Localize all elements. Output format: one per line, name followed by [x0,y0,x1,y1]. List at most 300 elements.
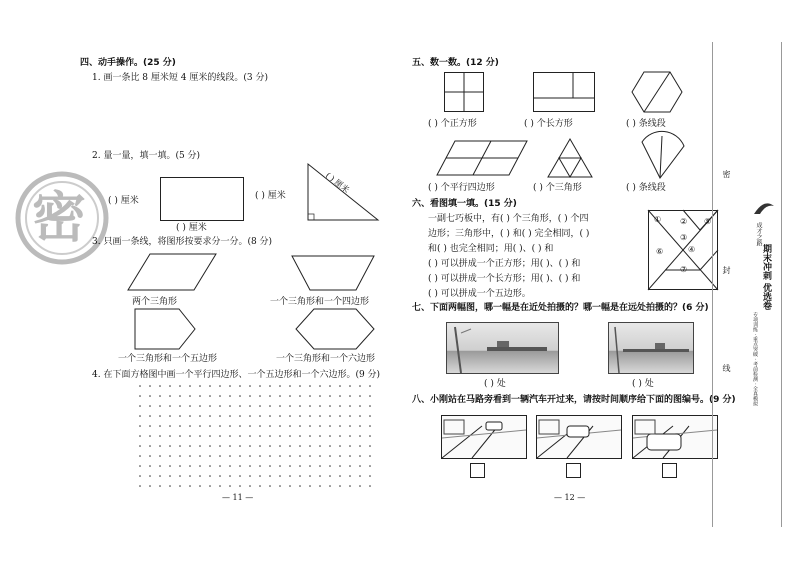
tri-hyp-label: ( ) 厘米 [323,170,351,195]
grid-dot [249,395,251,397]
grid-dot [189,465,191,467]
grid-dot [259,485,261,487]
grid-dot [259,415,261,417]
grid-dot [139,425,141,427]
grid-dot [169,485,171,487]
grid-dot [289,435,291,437]
grid-dot [349,425,351,427]
grid-dot [219,445,221,447]
grid-dot [269,475,271,477]
grid-dot [169,425,171,427]
grid-dot [349,405,351,407]
question-3: 3. 只画一条线，将图形按要求分一分。(8 分) [92,237,273,247]
order-box-1[interactable] [470,463,485,478]
grid-dot [169,465,171,467]
grid-dot [319,425,321,427]
grid-dot [369,455,371,457]
grid-dot [229,475,231,477]
grid-dot [179,415,181,417]
brand-logo-text: 成才之路 [755,222,762,246]
grid-dot [249,445,251,447]
grid-dot [259,445,261,447]
grid-dot [359,455,361,457]
grid-dot [259,425,261,427]
count-segments-figure-1 [630,70,684,114]
grid-dot [189,455,191,457]
tangram-label-6: ⑥ [656,247,664,256]
grid-dot [299,415,301,417]
tangram-label-4: ④ [688,245,696,254]
grid-dot [179,385,181,387]
grid-dot [349,445,351,447]
grid-dot [189,435,191,437]
grid-dot [199,415,201,417]
grid-dot [209,385,211,387]
grid-dot [209,435,211,437]
grid-dot [359,385,361,387]
grid-dot [269,385,271,387]
count-seg2-label: ( ) 条线段 [626,183,666,193]
car-scene-3 [632,415,718,459]
grid-dot [369,475,371,477]
page-number-left: — 11 — [222,493,254,502]
grid-dot [239,435,241,437]
grid-dot [229,445,231,447]
car-scene-2 [536,415,622,459]
s6-line-2: 边形；三角形中，( ) 和( ) 完全相同，( ) [428,229,590,239]
grid-dot [239,405,241,407]
brand-subtitle: 专项训练 · 重点突破 · 考前检测 · 全真模拟 [752,312,758,407]
grid-dot [179,455,181,457]
grid-dot [199,445,201,447]
grid-dot [299,435,301,437]
grid-dot [369,385,371,387]
s6-line-5: ( ) 可以拼成一个长方形；用( )、( ) 和 [428,274,581,284]
grid-dot [179,405,181,407]
caption-parallelogram: 两个三角形 [132,297,178,307]
rect-bottom-label: ( ) 厘米 [176,223,207,233]
grid-dot [299,485,301,487]
grid-dot [319,405,321,407]
grid-dot [199,405,201,407]
grid-dot [359,445,361,447]
grid-dot [269,405,271,407]
grid-dot [359,415,361,417]
grid-dot [199,465,201,467]
caption-pentagon: 一个三角形和一个五边形 [118,354,218,364]
count-rects-figure [533,72,595,112]
grid-dot [309,445,311,447]
grid-dot [139,385,141,387]
grid-dot [149,405,151,407]
grid-dot [239,445,241,447]
grid-dot [219,455,221,457]
grid-dot [209,395,211,397]
grid-dot [189,475,191,477]
grid-dot [319,445,321,447]
grid-dot [279,485,281,487]
grid-dot [169,445,171,447]
grid-dot [219,405,221,407]
grid-dot [159,415,161,417]
grid-dot [319,415,321,417]
grid-dot [169,475,171,477]
grid-dot [269,485,271,487]
grid-dot [359,405,361,407]
count-square-label: ( ) 个正方形 [428,119,477,129]
grid-dot [329,485,331,487]
grid-dot [219,395,221,397]
grid-dot [339,445,341,447]
grid-dot [309,475,311,477]
grid-dot [299,385,301,387]
grid-dot [299,405,301,407]
grid-dot [359,475,361,477]
grid-dot [349,435,351,437]
grid-dot [369,395,371,397]
grid-dot [289,445,291,447]
count-seg1-label: ( ) 条线段 [626,119,666,129]
grid-dot [139,445,141,447]
grid-dot [349,455,351,457]
grid-dot [339,405,341,407]
grid-dot [189,425,191,427]
grid-dot [309,425,311,427]
brand-logo-icon [752,196,776,220]
grid-dot [269,435,271,437]
grid-dot [299,455,301,457]
grid-dot [209,405,211,407]
grid-dot [189,485,191,487]
grid-dot [179,395,181,397]
grid-dot [249,415,251,417]
grid-dot [279,475,281,477]
grid-dot [159,485,161,487]
grid-dot [299,425,301,427]
tangram-label-1: ① [654,215,662,224]
grid-dot [309,415,311,417]
grid-dot [319,435,321,437]
grid-dot [249,485,251,487]
grid-dot [289,465,291,467]
sidebar-bottom-char: 线 [722,364,731,372]
grid-dot [159,455,161,457]
section6-title: 六、看图填一填。(15 分) [412,199,517,209]
question-1: 1. 画一条比 8 厘米短 4 厘米的线段。(3 分) [92,73,268,83]
grid-dot [309,435,311,437]
grid-dot [289,405,291,407]
grid-dot [219,475,221,477]
grid-dot [229,435,231,437]
page-number-right: — 12 — [554,493,586,502]
grid-dot [229,465,231,467]
grid-dot [169,415,171,417]
question-2: 2. 量一量，填一填。(5 分) [92,151,201,161]
rect-side-label: ( ) 厘米 [108,196,139,206]
grid-dot [229,455,231,457]
grid-dot [359,485,361,487]
grid-dot [179,475,181,477]
grid-dot [319,475,321,477]
count-para-label: ( ) 个平行四边形 [428,183,495,193]
grid-dot [149,385,151,387]
grid-dot [329,395,331,397]
count-segments-figure-2 [640,132,690,180]
grid-dot [329,405,331,407]
grid-dot [229,395,231,397]
grid-dot [229,425,231,427]
grid-dot [279,415,281,417]
grid-dot [189,395,191,397]
grid-dot [339,425,341,427]
grid-dot [199,455,201,457]
grid-dot [139,435,141,437]
question-4: 4. 在下面方格图中画一个平行四边形、一个五边形和一个六边形。(9 分) [92,370,381,380]
grid-dot [339,415,341,417]
grid-dot [229,415,231,417]
caption-hexagon: 一个三角形和一个六边形 [276,354,376,364]
grid-dot [159,465,161,467]
count-parallelograms-figure [437,140,529,176]
grid-dot [269,425,271,427]
grid-dot [159,395,161,397]
order-box-2[interactable] [566,463,581,478]
grid-dot [239,455,241,457]
count-triangles-figure [547,138,593,178]
caption-trapezoid: 一个三角形和一个四边形 [270,297,370,307]
grid-dot [189,445,191,447]
grid-dot [319,385,321,387]
grid-dot [139,465,141,467]
grid-dot [249,425,251,427]
count-rect-label: ( ) 个长方形 [524,119,573,129]
grid-dot [309,455,311,457]
parallelogram-shape [128,252,218,292]
near-or-far-photo-2 [608,322,694,374]
grid-dot [189,405,191,407]
grid-dot [329,475,331,477]
grid-dot [289,455,291,457]
pentagon-shape [133,307,197,351]
grid-dot [229,385,231,387]
grid-dot [269,395,271,397]
grid-dot [309,485,311,487]
grid-dot [189,385,191,387]
grid-dot [179,445,181,447]
grid-dot [179,435,181,437]
grid-dot [339,485,341,487]
dot-grid[interactable] [140,386,370,486]
tangram-label-3: ③ [680,233,688,242]
grid-dot [339,395,341,397]
grid-dot [139,395,141,397]
grid-dot [159,475,161,477]
grid-dot [229,405,231,407]
grid-dot [249,475,251,477]
count-tri-label: ( ) 个三角形 [533,183,582,193]
grid-dot [319,485,321,487]
grid-dot [359,465,361,467]
s6-line-3: 和( ) 也完全相同；用( )、( ) 和 [428,244,554,254]
grid-dot [319,455,321,457]
grid-dot [239,385,241,387]
grid-dot [249,435,251,437]
grid-dot [239,425,241,427]
grid-dot [149,455,151,457]
grid-dot [259,405,261,407]
grid-dot [309,395,311,397]
near-or-far-photo-1 [446,322,559,374]
grid-dot [209,465,211,467]
grid-dot [139,455,141,457]
grid-dot [249,385,251,387]
hexagon-shape [296,307,376,351]
grid-dot [329,435,331,437]
grid-dot [249,455,251,457]
grid-dot [149,395,151,397]
grid-dot [179,425,181,427]
grid-dot [359,435,361,437]
tangram-label-2: ② [680,217,688,226]
grid-dot [179,485,181,487]
grid-dot [169,405,171,407]
grid-dot [349,485,351,487]
grid-dot [339,435,341,437]
grid-dot [219,415,221,417]
grid-dot [359,395,361,397]
grid-dot [199,425,201,427]
grid-dot [289,385,291,387]
grid-dot [199,475,201,477]
grid-dot [329,415,331,417]
grid-dot [209,485,211,487]
section8-title: 八、小刚站在马路旁看到一辆汽车开过来，请按时间顺序给下面的图编号。(9 分) [412,395,736,405]
order-box-3[interactable] [662,463,677,478]
grid-dot [279,405,281,407]
grid-dot [199,485,201,487]
grid-dot [339,475,341,477]
grid-dot [139,415,141,417]
grid-dot [259,465,261,467]
grid-dot [139,485,141,487]
grid-dot [269,445,271,447]
grid-dot [219,425,221,427]
grid-dot [219,465,221,467]
grid-dot [249,405,251,407]
grid-dot [309,465,311,467]
grid-dot [369,435,371,437]
grid-dot [329,455,331,457]
grid-dot [349,475,351,477]
grid-dot [239,415,241,417]
grid-dot [139,475,141,477]
photo-2-label: ( ) 处 [632,379,654,389]
grid-dot [149,465,151,467]
grid-dot [259,385,261,387]
grid-dot [289,485,291,487]
grid-dot [369,415,371,417]
grid-dot [369,405,371,407]
grid-dot [209,415,211,417]
brand-title: 期末冲刺 优选卷 [761,244,771,311]
grid-dot [279,435,281,437]
s6-line-4: ( ) 可以拼成一个正方形；用( )、( ) 和 [428,259,581,269]
grid-dot [299,395,301,397]
grid-dot [279,385,281,387]
grid-dot [219,385,221,387]
grid-dot [219,485,221,487]
tangram-label-5: ⑤ [704,217,712,226]
grid-dot [279,455,281,457]
stamp-char: 密 [32,186,86,249]
grid-dot [259,455,261,457]
grid-dot [329,385,331,387]
grid-dot [269,455,271,457]
grid-dot [329,425,331,427]
grid-dot [209,475,211,477]
grid-dot [239,465,241,467]
grid-dot [339,455,341,457]
grid-dot [289,475,291,477]
grid-dot [279,445,281,447]
grid-dot [349,395,351,397]
grid-dot [139,405,141,407]
grid-dot [199,435,201,437]
grid-dot [259,435,261,437]
sidebar-mid-char: 封 [722,266,731,274]
photo-1-label: ( ) 处 [484,379,506,389]
tangram-label-7: ⑦ [680,265,688,274]
measure-rectangle [160,177,244,221]
grid-dot [149,425,151,427]
grid-dot [209,425,211,427]
grid-dot [239,485,241,487]
grid-dot [159,435,161,437]
trapezoid-shape [292,254,376,292]
grid-dot [159,445,161,447]
grid-dot [279,425,281,427]
grid-dot [279,395,281,397]
s6-line-6: ( ) 可以拼成一个五边形。 [428,289,531,299]
grid-dot [299,475,301,477]
grid-dot [289,395,291,397]
grid-dot [369,465,371,467]
grid-dot [289,415,291,417]
section5-title: 五、数一数。(12 分) [412,58,499,68]
grid-dot [189,415,191,417]
grid-dot [199,395,201,397]
grid-dot [349,415,351,417]
grid-dot [369,445,371,447]
grid-dot [179,465,181,467]
grid-dot [259,475,261,477]
grid-dot [209,455,211,457]
grid-dot [169,395,171,397]
grid-dot [319,395,321,397]
grid-dot [199,385,201,387]
grid-dot [149,415,151,417]
grid-dot [149,475,151,477]
grid-dot [149,485,151,487]
section7-title: 七、下面两幅图，哪一幅是在近处拍摄的？哪一幅是在远处拍摄的？(6 分) [412,303,709,313]
grid-dot [319,465,321,467]
grid-dot [159,405,161,407]
grid-dot [269,415,271,417]
grid-dot [149,435,151,437]
grid-dot [159,425,161,427]
grid-dot [229,485,231,487]
grid-dot [269,465,271,467]
